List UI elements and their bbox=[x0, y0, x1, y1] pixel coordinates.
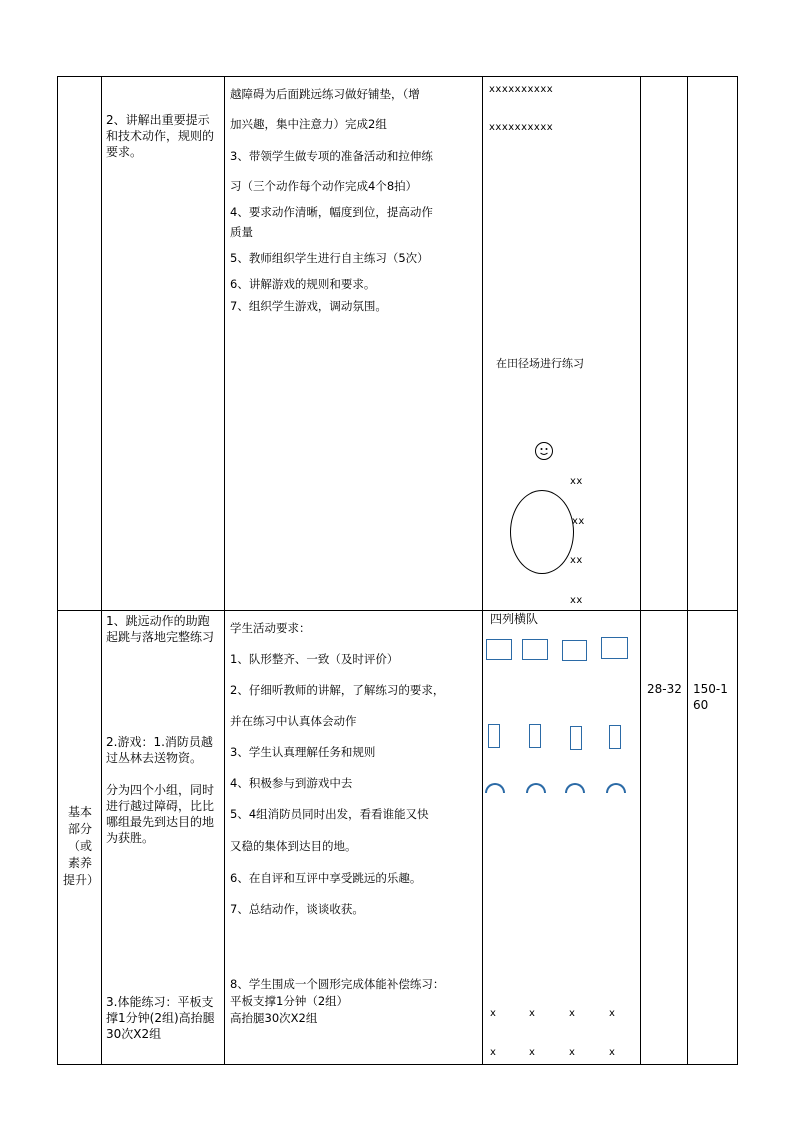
row1-method-line: 3、带领学生做专项的准备活动和拉伸练 bbox=[230, 149, 433, 163]
col-border-6 bbox=[737, 76, 738, 1065]
row-divider bbox=[57, 610, 738, 611]
obstacle-rect-icon bbox=[570, 726, 582, 750]
student-mark: x bbox=[490, 1008, 497, 1019]
formation-title: 四列横队 bbox=[490, 612, 539, 626]
row2-requirement-line: 1、队形整齐、一致（及时评价） bbox=[230, 652, 399, 666]
student-mark: xx bbox=[570, 476, 583, 487]
table-top-border bbox=[57, 76, 738, 77]
team-square-icon bbox=[601, 637, 628, 659]
location-note: 在田径场进行练习 bbox=[496, 357, 584, 370]
col-border-2 bbox=[224, 76, 225, 1065]
col-border-0 bbox=[57, 76, 58, 1065]
row2-requirement-line: 5、4组消防员同时出发，看看谁能又快 bbox=[230, 807, 429, 821]
student-mark: x bbox=[609, 1047, 616, 1058]
heart-rate-value: 150-160 bbox=[693, 682, 728, 712]
row1-method-line: 习（三个动作每个动作完成4个8拍） bbox=[230, 179, 418, 193]
row2-requirement-line: 平板支撑1分钟（2组） bbox=[230, 994, 349, 1008]
row1-teaching-content: 2、讲解出重要提示和技术动作，规则的要求。 bbox=[106, 113, 215, 159]
student-mark: x bbox=[569, 1008, 576, 1019]
row2-requirement-line: 并在练习中认真体会动作 bbox=[230, 714, 357, 728]
row2-requirement-line: 8、学生围成一个圆形完成体能补偿练习： bbox=[230, 977, 445, 991]
col-border-4 bbox=[640, 76, 641, 1065]
arc-obstacle-icon bbox=[606, 783, 626, 793]
student-mark: x bbox=[490, 1047, 497, 1058]
obstacle-rect-icon bbox=[488, 724, 500, 748]
student-mark: xx bbox=[570, 595, 583, 606]
obstacle-rect-icon bbox=[529, 724, 541, 748]
student-mark: x bbox=[569, 1047, 576, 1058]
student-mark: x bbox=[609, 1008, 616, 1019]
row2-requirement-line: 3、学生认真理解任务和规则 bbox=[230, 745, 376, 759]
formation-row-x: xxxxxxxxxx bbox=[489, 84, 554, 95]
row2-requirement-line: 6、在自评和互评中享受跳远的乐趣。 bbox=[230, 871, 422, 885]
row1-method-line: 5、教师组织学生进行自主练习（5次） bbox=[230, 251, 429, 265]
team-square-icon bbox=[486, 639, 512, 660]
row1-method-line: 加兴趣，集中注意力）完成2组 bbox=[230, 117, 387, 131]
formation-row-x: xxxxxxxxxx bbox=[489, 122, 554, 133]
col-border-5 bbox=[687, 76, 688, 1065]
row1-method-line: 越障碍为后面跳远练习做好铺垫，（增 bbox=[230, 87, 420, 101]
col-border-1 bbox=[101, 76, 102, 1065]
team-square-icon bbox=[562, 640, 587, 661]
row1-method-line: 4、要求动作清晰，幅度到位，提高动作 bbox=[230, 205, 433, 219]
col-border-3 bbox=[482, 76, 483, 1065]
row2-content-item1: 1、跳远动作的助跑起跳与落地完整练习 bbox=[106, 614, 215, 644]
row2-content-item3: 3.体能练习：平板支撑1分钟(2组)高抬腿30次X2组 bbox=[106, 995, 215, 1041]
time-value: 28-32 bbox=[647, 682, 682, 696]
student-mark: x bbox=[529, 1047, 536, 1058]
team-square-icon bbox=[522, 639, 548, 660]
row2-requirement-line: 7、总结动作，谈谈收获。 bbox=[230, 902, 364, 916]
row2-requirement-line: 学生活动要求： bbox=[230, 621, 311, 635]
student-mark: xx bbox=[572, 516, 585, 527]
student-mark: x bbox=[529, 1008, 536, 1019]
smiley-face-icon bbox=[535, 442, 553, 460]
arc-obstacle-icon bbox=[485, 783, 505, 793]
row2-content-item2a: 2.游戏：1.消防员越过丛林去送物资。 bbox=[106, 735, 213, 765]
obstacle-rect-icon bbox=[609, 725, 621, 749]
row2-requirement-line: 高抬腿30次X2组 bbox=[230, 1011, 318, 1025]
row2-requirement-line: 又稳的集体到达目的地。 bbox=[230, 839, 357, 853]
row1-method-line: 7、组织学生游戏，调动氛围。 bbox=[230, 299, 387, 313]
row2-content-item2b: 分为四个小组，同时进行越过障碍，比比哪组最先到达目的地为获胜。 bbox=[106, 783, 215, 845]
section-label: 基本部分（或素养提升） bbox=[63, 805, 100, 887]
row2-requirement-line: 2、仔细听教师的讲解，了解练习的要求， bbox=[230, 683, 445, 697]
row2-requirement-line: 4、积极参与到游戏中去 bbox=[230, 776, 353, 790]
arc-obstacle-icon bbox=[565, 783, 585, 793]
student-mark: xx bbox=[570, 555, 583, 566]
row1-method-line: 6、讲解游戏的规则和要求。 bbox=[230, 277, 376, 291]
table-bottom-border bbox=[57, 1064, 738, 1065]
row1-method-line: 质量 bbox=[230, 225, 253, 239]
arc-obstacle-icon bbox=[526, 783, 546, 793]
running-track-ellipse bbox=[510, 490, 574, 574]
